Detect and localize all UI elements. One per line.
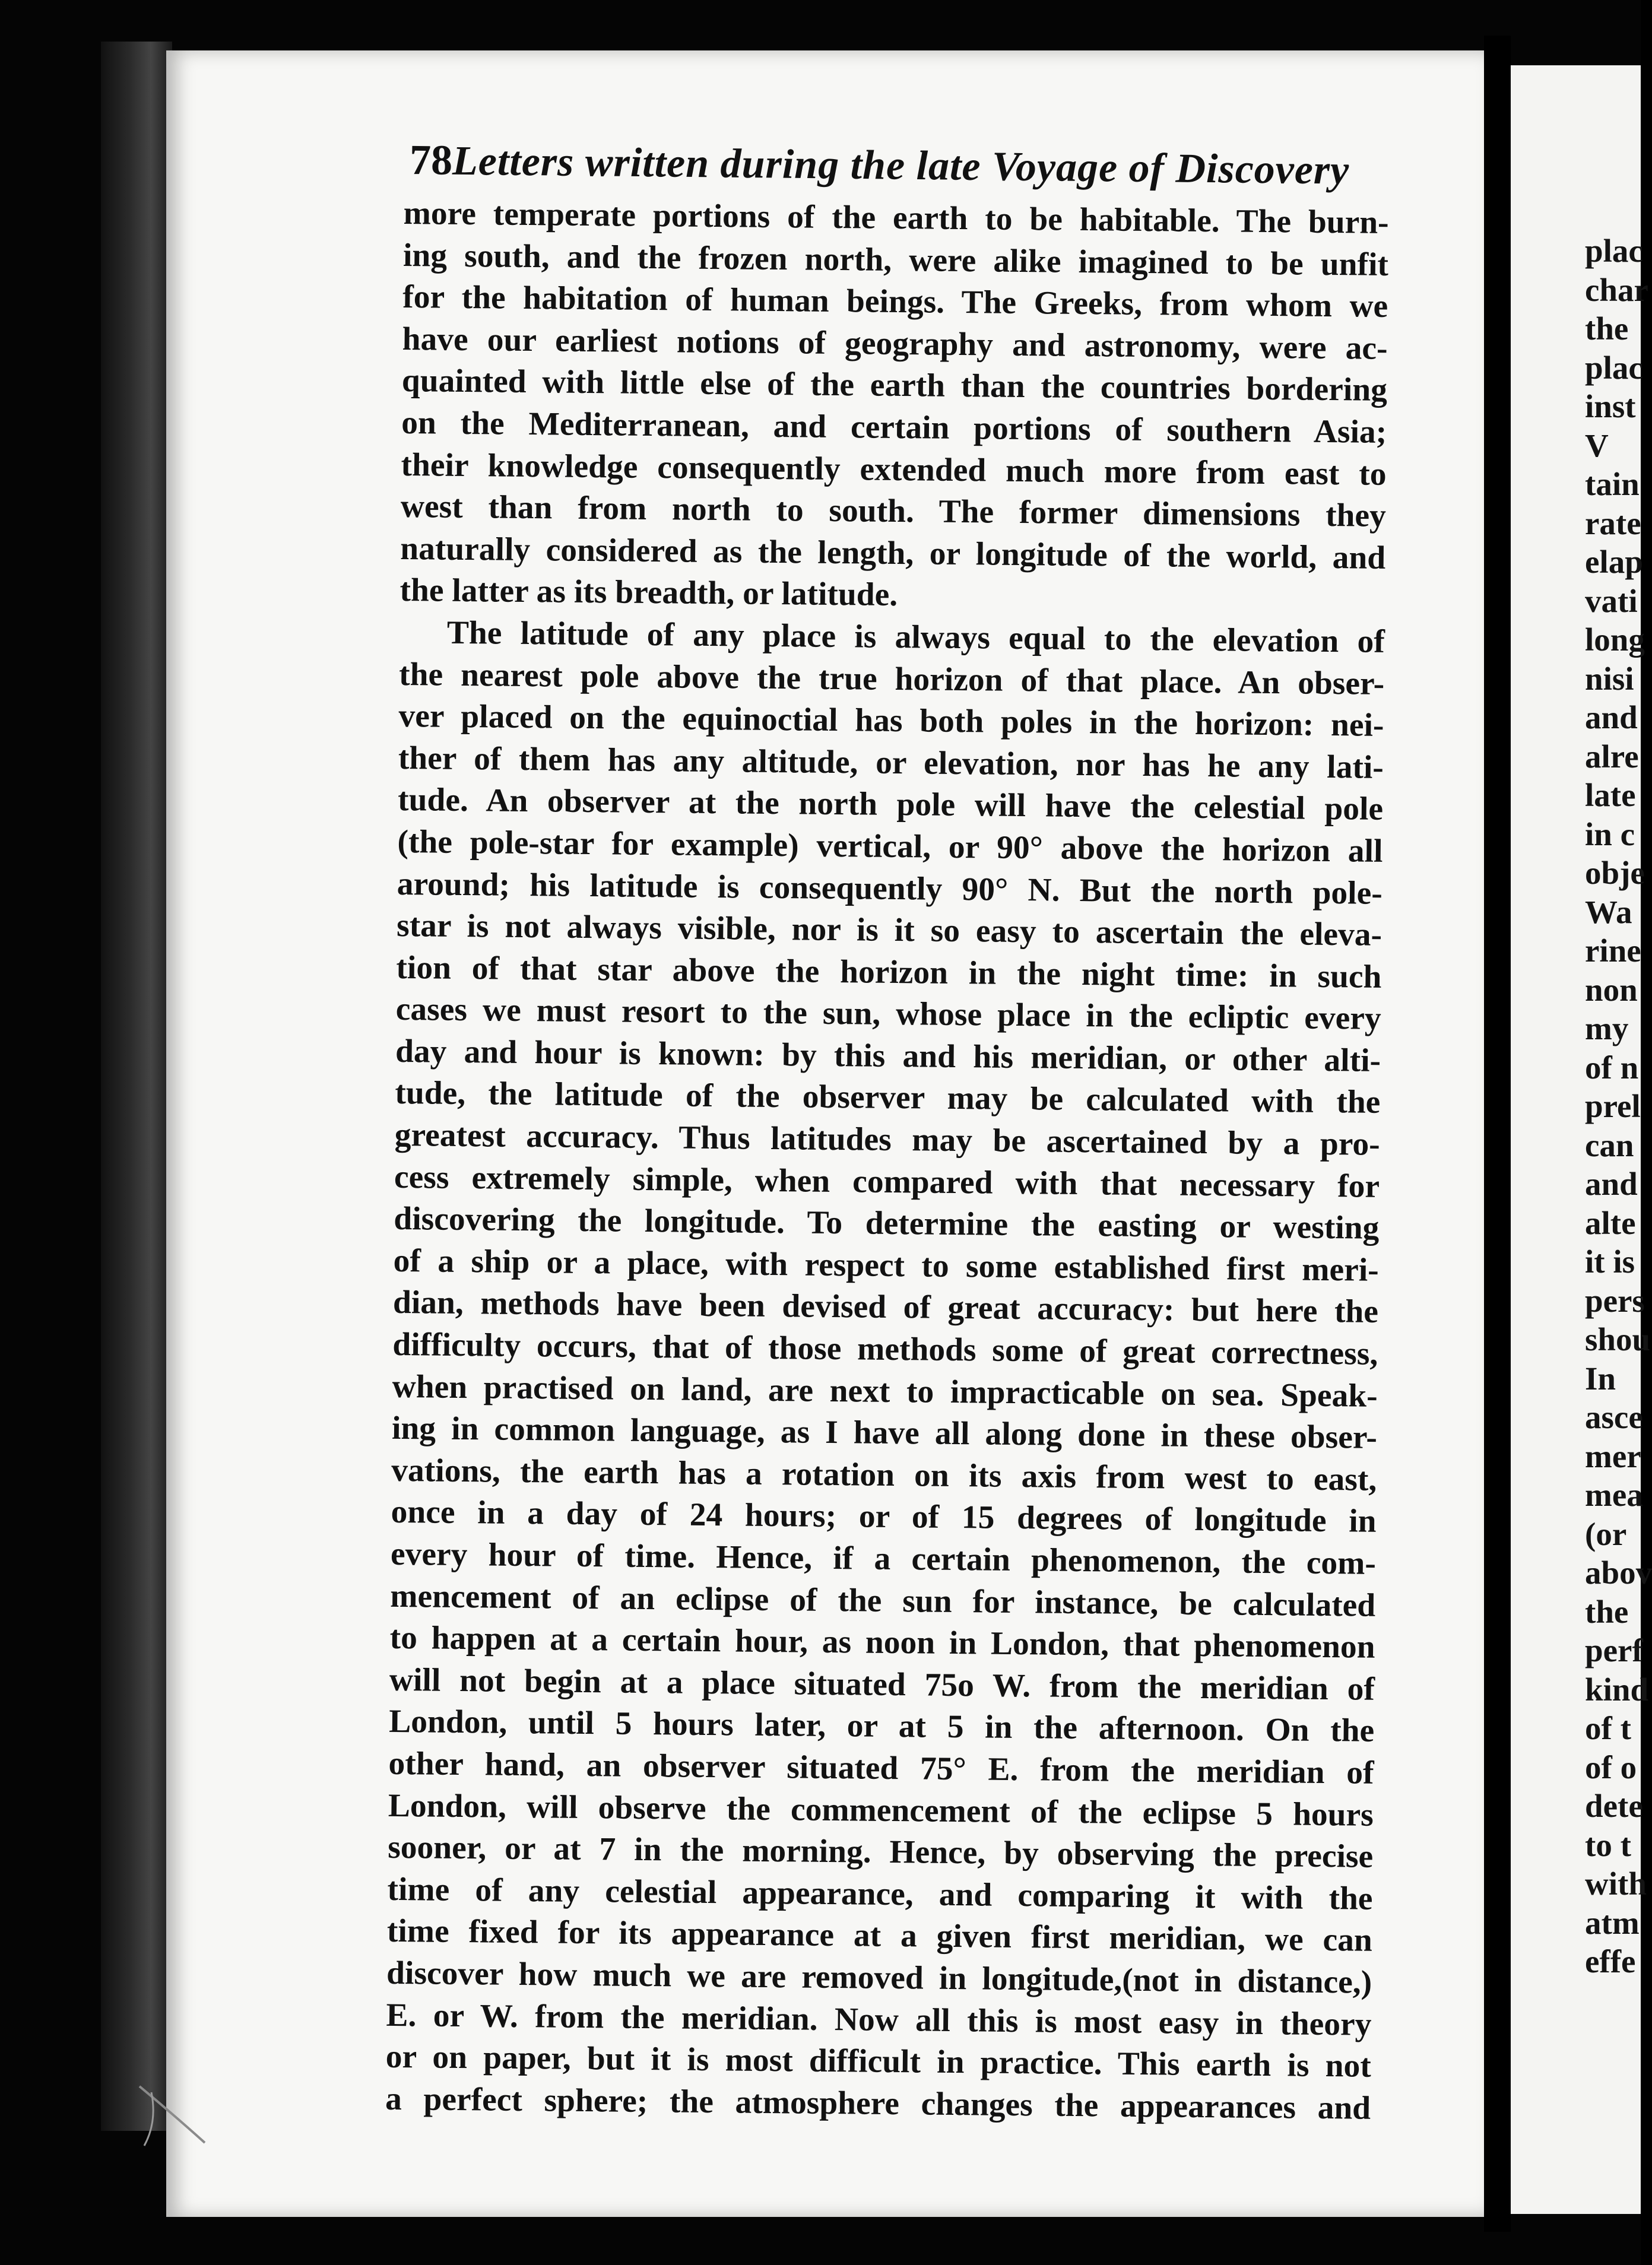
body-line: cess extremely simple, when compared with that necessary for xyxy=(394,1159,1380,1205)
page-number: 78 xyxy=(409,136,453,184)
facing-line: can xyxy=(1585,1127,1634,1163)
facing-line: rine xyxy=(1585,932,1641,969)
body-line: tion of that star above the horizon in the night time: in such xyxy=(396,949,1382,995)
facing-line: of n xyxy=(1585,1049,1639,1086)
facing-line: and xyxy=(1585,1166,1638,1202)
facing-line: non xyxy=(1585,971,1638,1008)
body-line: vations, the earth has a rotation on its axis from west to east, xyxy=(391,1452,1377,1498)
body-line: other hand, an observer situated 75° E. from the meridian of xyxy=(388,1745,1374,1791)
body-line: the latter as its breadth, or latitude. xyxy=(399,572,898,614)
facing-line: perf xyxy=(1585,1632,1643,1668)
body-line: for the habitation of human beings. The Greeks, from whom we xyxy=(402,279,1388,325)
facing-line: it is xyxy=(1585,1243,1635,1280)
facing-line: elap xyxy=(1585,544,1643,580)
body-line: quainted with little else of the earth than the countries bordering xyxy=(401,363,1388,409)
body-line: have our earliest notions of geography and astronomy, were ac- xyxy=(402,321,1388,367)
body-line: naturally considered as the length, or longitude of the world, and xyxy=(399,530,1386,576)
facing-line: pers xyxy=(1585,1282,1645,1319)
body-line: to happen at a certain hour, as noon in London, that phenomenon xyxy=(389,1620,1375,1666)
body-line: star is not always visible, nor is it so easy to ascertain the eleva- xyxy=(396,908,1383,953)
body-line: ver placed on the equinoctial has both poles in the horizon: nei- xyxy=(398,698,1384,744)
body-line: day and hour is known: by this and his meridian, or other alti- xyxy=(395,1033,1381,1079)
body-line: sooner, or at 7 in the morning. Hence, by observing the precise xyxy=(387,1829,1374,1875)
facing-line: atm xyxy=(1585,1904,1640,1941)
facing-line: Wa xyxy=(1585,893,1632,930)
body-line: London, until 5 hours later, or at 5 in the afternoon. On the xyxy=(388,1703,1375,1750)
body-line: tude, the latitude of the observer may be calculated with the xyxy=(395,1075,1381,1121)
body-line: when practised on land, are next to impracticable on sea. Speak- xyxy=(392,1368,1378,1414)
facing-line: mer xyxy=(1585,1438,1641,1474)
facing-line: my xyxy=(1585,1010,1629,1046)
facing-line: V xyxy=(1585,427,1609,464)
facing-line: nisi xyxy=(1585,660,1634,697)
body-line: ther of them has any altitude, or elevation, nor has he any lati- xyxy=(398,740,1384,786)
body-line: ing in common language, as I have all along done in these obser- xyxy=(391,1410,1378,1457)
facing-line: alre xyxy=(1585,738,1639,775)
body-line: around; his latitude is consequently 90° N. But the north pole- xyxy=(397,865,1383,912)
facing-line: and xyxy=(1585,699,1638,735)
facing-line: plac xyxy=(1585,233,1643,269)
body-line: cases we must resort to the sun, whose place in the ecliptic every xyxy=(395,991,1382,1038)
facing-line: abov xyxy=(1585,1555,1652,1591)
facing-line: in c xyxy=(1585,816,1635,852)
facing-line: effe xyxy=(1585,1943,1636,1980)
body-line: every hour of time. Hence, if a certain phenomenon, the com- xyxy=(390,1536,1377,1582)
facing-line: late xyxy=(1585,777,1636,813)
body-line: of a ship or a place, with respect to some established first meri- xyxy=(393,1242,1379,1289)
body-line: E. or W. from the meridian. Now all this is most easy in theory xyxy=(386,1997,1372,2043)
facing-line: char xyxy=(1585,271,1648,308)
body-line: time fixed for its appearance at a given first meridian, we can xyxy=(386,1913,1373,1959)
body-line: on the Mediterranean, and certain portions of southern Asia; xyxy=(401,404,1387,451)
facing-line: prel xyxy=(1585,1088,1641,1124)
body-line: once in a day of 24 hours; or of 15 degrees of longitude in xyxy=(391,1494,1377,1540)
page-gutter xyxy=(1484,36,1511,2232)
body-line: discovering the longitude. To determine the easting or westing xyxy=(394,1201,1380,1247)
body-line: dian, methods have been devised of great accuracy: but here the xyxy=(392,1284,1379,1331)
facing-line: kind xyxy=(1585,1671,1649,1708)
facing-line: obje xyxy=(1585,855,1645,891)
facing-line: to t xyxy=(1585,1826,1631,1863)
body-line: mencement of an eclipse of the sun for instance, be calculated xyxy=(390,1578,1376,1624)
facing-line: of o xyxy=(1585,1749,1637,1785)
body-line: difficulty occurs, that of those methods some of great correctness, xyxy=(392,1326,1378,1372)
body-line: (the pole-star for example) vertical, or 90° above the horizon all xyxy=(397,823,1383,870)
facing-line: mea xyxy=(1585,1477,1643,1513)
body-line: their knowledge consequently extended much more from east to xyxy=(401,446,1387,493)
facing-line: In xyxy=(1585,1360,1616,1397)
book-binding xyxy=(101,42,172,2131)
facing-line: tain xyxy=(1585,466,1640,502)
body-line: greatest accuracy. Thus latitudes may be ascertained by a pro- xyxy=(394,1116,1380,1163)
facing-line: long xyxy=(1585,621,1645,658)
facing-line: the xyxy=(1585,310,1629,347)
body-line: west than from north to south. The former dimensions they xyxy=(400,488,1387,535)
corner-fold-mark xyxy=(134,2080,211,2152)
facing-line: with xyxy=(1585,1866,1647,1902)
facing-line: dete xyxy=(1585,1788,1643,1824)
facing-line: vati xyxy=(1585,582,1638,619)
body-line: tude. An observer at the north pole will have the celestial pole xyxy=(397,782,1384,828)
body-line: a perfect sphere; the atmosphere changes the appearances and xyxy=(385,2080,1371,2127)
running-title: Letters written during the late Voyage of Discovery xyxy=(452,138,1350,193)
body-line: will not begin at a place situated 75o W. from the meridian of xyxy=(389,1661,1375,1708)
body-line: discover how much we are removed in longitude,(not in distance,) xyxy=(386,1955,1372,2001)
facing-line: inst xyxy=(1585,388,1636,424)
body-line: London, will observe the commencement of the eclipse 5 hours xyxy=(388,1787,1374,1833)
body-line: ing south, and the frozen north, were alike imagined to be unfit xyxy=(402,237,1389,283)
facing-line: plac xyxy=(1585,349,1643,386)
paragraph-start-line: The latitude of any place is always equal to the elevation of xyxy=(446,614,1385,660)
facing-line: shou xyxy=(1585,1321,1651,1357)
body-text-block xyxy=(385,193,1389,2130)
body-line: time of any celestial appearance, and comparing it with the xyxy=(387,1871,1373,1917)
facing-line: asce xyxy=(1585,1399,1643,1435)
body-line: or on paper, but it is most difficult in practice. This earth is not xyxy=(385,2038,1372,2085)
facing-line: (or xyxy=(1585,1515,1627,1552)
body-line: the nearest pole above the true horizon of that place. An obser- xyxy=(398,656,1385,702)
facing-page-text xyxy=(1585,231,1652,1981)
facing-line: the xyxy=(1585,1593,1629,1630)
facing-line: alte xyxy=(1585,1204,1636,1241)
body-line: more temperate portions of the earth to be habitable. The burn- xyxy=(403,195,1389,241)
facing-line: rate xyxy=(1585,505,1641,541)
facing-line: of t xyxy=(1585,1710,1631,1746)
